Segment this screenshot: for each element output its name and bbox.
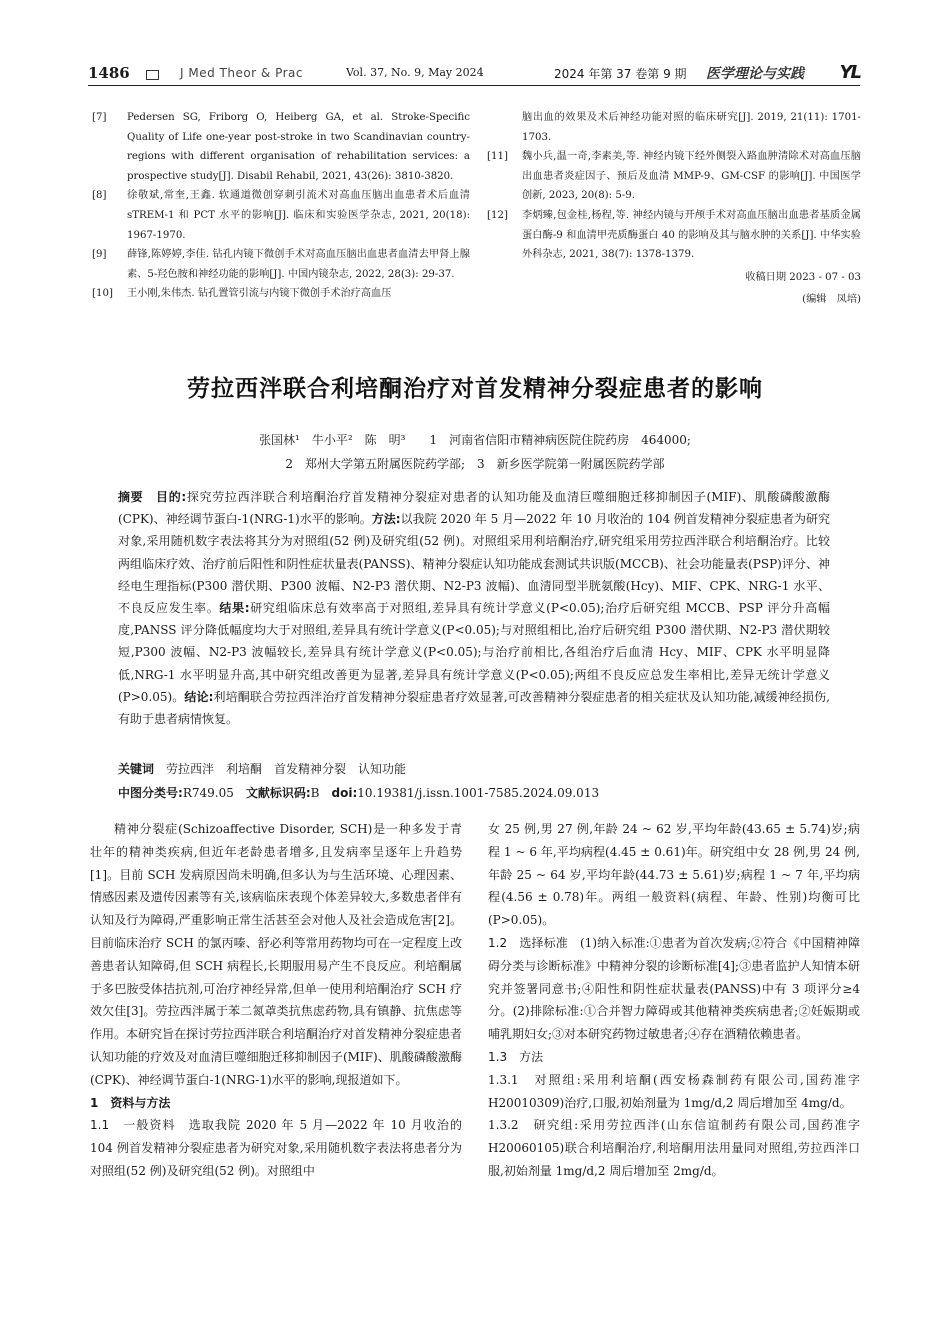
methods-label: 方法: [371,512,401,527]
keywords-text: 劳拉西泮 利培酮 首发精神分裂 认知功能 [166,762,407,776]
reference-item: [11] 魏小兵,温一奇,李素美,等. 神经内镜下经外侧裂入路血肿清除术对高血压脑出血患者炎症因子、预后及血清 MMP-9、GM-CSF 的影响[J]. 中国医学创新, 2023, 20(8): 5-9. [487,151,861,202]
journal-name-cn: 医学理论与实践 [706,66,804,82]
body-column-right [488,818,860,1183]
subsection-heading: 1.1 一般资料 [90,1118,176,1133]
general-data-text: 选取我院 2020 年 5 月—2022 年 10 月收治的 104 例首发精神分裂症患者为研究对象,采用随机数字表法将患者分为对照组(52 例)及研究组(52 例)。对照组中 [90,1118,462,1178]
control-group-label: 1.3.1 对照组: [488,1072,581,1087]
study-group-text: 采用劳拉西泮(山东信谊制药有限公司,国药准字 H20060105)联合利培酮治疗,利培酮用法用量同对照组,劳拉西泮口服,初始剂量 1mg/d,2 周后增加至 2mg/d。 [488,1118,860,1178]
results-label: 结果: [219,601,250,616]
reference-item: [12] 李炳臻,包金桂,杨程,等. 神经内镜与开颅手术对高血压脑出血患者基质金属蛋白酶-9 和血清甲壳质酶蛋白 40 的影响及其与脑水肿的关系[J]. 中华实验外科杂志, 2021, 38(7): 1378-1379. [487,209,861,261]
volume-info-cn: 2024 年第 37 卷第 9 期 [554,67,687,81]
doi-value[interactable]: 10.19381/j.issn.1001-7585.2024.09.013 [357,786,600,800]
references-right [487,108,861,311]
criteria-text: (1)纳入标准:①患者为首次发病;②符合《中国精神障碍分类与诊断标准》中精神分裂的诊断标准[4];③患者监护人知情本研究并签署同意书;④阳性和阴性症状量表(PANSS)中有 3 项评分≥4 分。(2)排除标准:①合并智力障碍或其他精神类疾病患者;②妊娠期或哺乳期妇女;③对本研究药物过敏患者;④存在酒精依赖患者。 [488,935,860,1042]
journal-name-en: J Med Theor & Prac [180,66,304,80]
subsection-heading: 1.2 选择标准 [488,935,568,950]
clc-value: R749.05 [182,786,234,800]
control-group-text: 采用利培酮(西安杨森制药有限公司,国药准字 H20010309)治疗,口服,初始剂量为 1mg/d,2 周后增加至 4mg/d。 [488,1072,861,1110]
abstract-label: 摘要 [118,490,144,504]
reference-item: [8] 徐敬斌,常奎,王鑫. 软通道微创穿刺引流术对高血压脑出血患者术后血清 sTREM-1 和 PCT 水平的影响[J]. 临床和实验医学杂志, 2021, 20(18): 1967-1970. [92,190,470,241]
doc-code-label: 文献标识码: [245,786,311,800]
references-left [92,108,470,304]
classification-line [118,784,599,801]
general-data-continued: 女 25 例,男 27 例,年龄 24 ~ 62 岁,平均年龄(43.65 ± 5.74)岁;病程 1 ~ 6 年,平均病程(4.45 ± 0.61)年。研究组中女 28 例,男 24 例,年龄 25 ~ 64 岁,平均年龄(44.73 ± 5.61)岁;病程 1 ~ 7 年,平均病程(4.56 ± 0.78)年。两组一般资料(病程、年龄、性别)均衡可比(P>0.05)。 [488,822,860,928]
journal-logo: YL [839,62,860,83]
reference-item: [7] Pedersen SG, Friborg O, Heiberg GA, et al. Stroke-Specific Quality of Life one-year post-stroke in two Scandinavian country-regions with different organisation of rehabilitation services: a prospective study[J]. Disabil Rehabil, 2021, 43(26): 3810-3820. [92,112,470,182]
doi-label: doi: [331,786,358,800]
received-date: 收稿日期 2023 - 07 - 03 [745,271,861,283]
authors-line-1: 张国林¹ 牛小平² 陈 明³ 1 河南省信阳市精神病医院住院药房 464000; [259,433,691,447]
reference-item: [9] 薛锋,陈婷婷,李佳. 钻孔内镜下微创手术对高血压脑出血患者血清去甲肾上腺素、5-羟色胺和神经功能的影响[J]. 中国内镜杂志, 2022, 28(3): 29-37. [92,249,470,280]
results-text: 研究组临床总有效率高于对照组,差异具有统计学意义(P<0.05);治疗后研究组 MCCB、PSP 评分升高幅度,PANSS 评分降低幅度均大于对照组,差异具有统计学意义(P<0.05);与对照组相比,治疗后研究组 P300 潜伏期、N2-P3 潜伏期较短,P300 波幅、N2-P3 波幅较长,差异具有统计学意义(P<0.05);与治疗前相比,各组治疗后血清 Hcy、MIF、CPK 水平明显降低,NRG-1 水平明显升高,其中研究组改善更为显著,差异具有统计学意义(P<0.05);两组不良反应总发生率相比,差异无统计学意义(P>0.05)。 [118,601,830,704]
clc-label: 中图分类号: [118,786,183,800]
reference-item: [10] 王小刚,朱伟杰. 钻孔置管引流与内镜下微创手术治疗高血压 [92,288,392,300]
body-column-left [90,818,462,1183]
keywords [118,760,406,777]
header-box-icon [146,70,159,80]
intro-paragraph: 精神分裂症(Schizoaffective Disorder, SCH)是一种多发于青壮年的精神类疾病,但近年老龄患者增多,且发病率呈逐年上升趋势[1]。目前 SCH 发病原因尚未明确,但多认为与生活环境、心理因素、情感因素及遗传因素等有关,该病临床表现个体差异较大,多数患者伴有认知及行为障碍,严重影响正常生活甚至会对他人及社会造成危害[2]。目前临床治疗 SCH 的氯丙嗪、舒必利等常用药物均可在一定程度上改善患者认知障碍,但 SCH 病程长,长期服用易产生不良反应。利培酮属于多巴胺受体拮抗剂,可治疗神经异常,但单一使用利培酮治疗 SCH 疗效欠佳[3]。劳拉西泮属于苯二氮䓬类抗焦虑药物,具有镇静、抗焦虑等作用。本研究旨在探讨劳拉西泮联合利培酮治疗对首发精神分裂症患者认知功能的疗效及对血清巨噬细胞迁移抑制因子(MIF)、肌酸磷酸激酶(CPK)、神经调节蛋白-1(NRG-1)水平的影响,现报道如下。 [90,822,463,1087]
methods-text: 以我院 2020 年 5 月—2022 年 10 月收治的 104 例首发精神分裂症患者为研究对象,采用随机数字表法将其分为对照组(52 例)及研究组(52 例)。对照组采用利培酮治疗,研究组采用劳拉西泮联合利培酮治疗。比较两组临床疗效、治疗前后阳性和阴性症状量表(PANSS)、精神分裂症认知功能成套测试共识版(MCCB)、社会功能量表(PSP)评分、神经电生理指标(P300 潜伏期、P300 波幅、N2-P3 潜伏期、N2-P3 波幅)、血清同型半胱氨酸(Hcy)、MIF、CPK、NRG-1 水平、不良反应发生率。 [118,512,830,616]
page-number: 1486 [88,64,130,82]
volume-info-en: Vol. 37, No. 9, May 2024 [346,66,484,79]
reference-item: 脑出血的效果及术后神经功能对照的临床研究[J]. 2019, 21(11): 1701-1703. [522,112,861,143]
subsection-heading: 1.3 方法 [488,1049,544,1064]
editor-note: (编辑 凤培) [802,293,861,305]
objective-text: 探究劳拉西泮联合利培酮治疗首发精神分裂症对患者的认知功能及血清巨噬细胞迁移抑制因子(MIF)、肌酸磷酸激酶(CPK)、神经调节蛋白-1(NRG-1)水平的影响。 [118,490,830,527]
conclusion-label: 结论: [184,689,214,704]
doc-code-value: B [310,786,320,800]
article-title: 劳拉西泮联合利培酮治疗对首发精神分裂症患者的影响 [187,376,763,402]
author-block [88,428,862,476]
keywords-label: 关键词 [118,762,155,776]
study-group-label: 1.3.2 研究组: [488,1118,579,1133]
conclusion-text: 利培酮联合劳拉西泮治疗首发精神分裂症患者疗效显著,可改善精神分裂症患者的相关症状及认知功能,减缓神经损伤,有助于患者病情恢复。 [118,689,830,727]
header-rule [88,85,860,86]
objective-label: 目的: [156,490,187,504]
abstract [118,486,830,730]
section-heading: 1 资料与方法 [90,1095,171,1110]
authors-line-2: 2 郑州大学第五附属医院药学部; 3 新乡医学院第一附属医院药学部 [285,457,665,471]
